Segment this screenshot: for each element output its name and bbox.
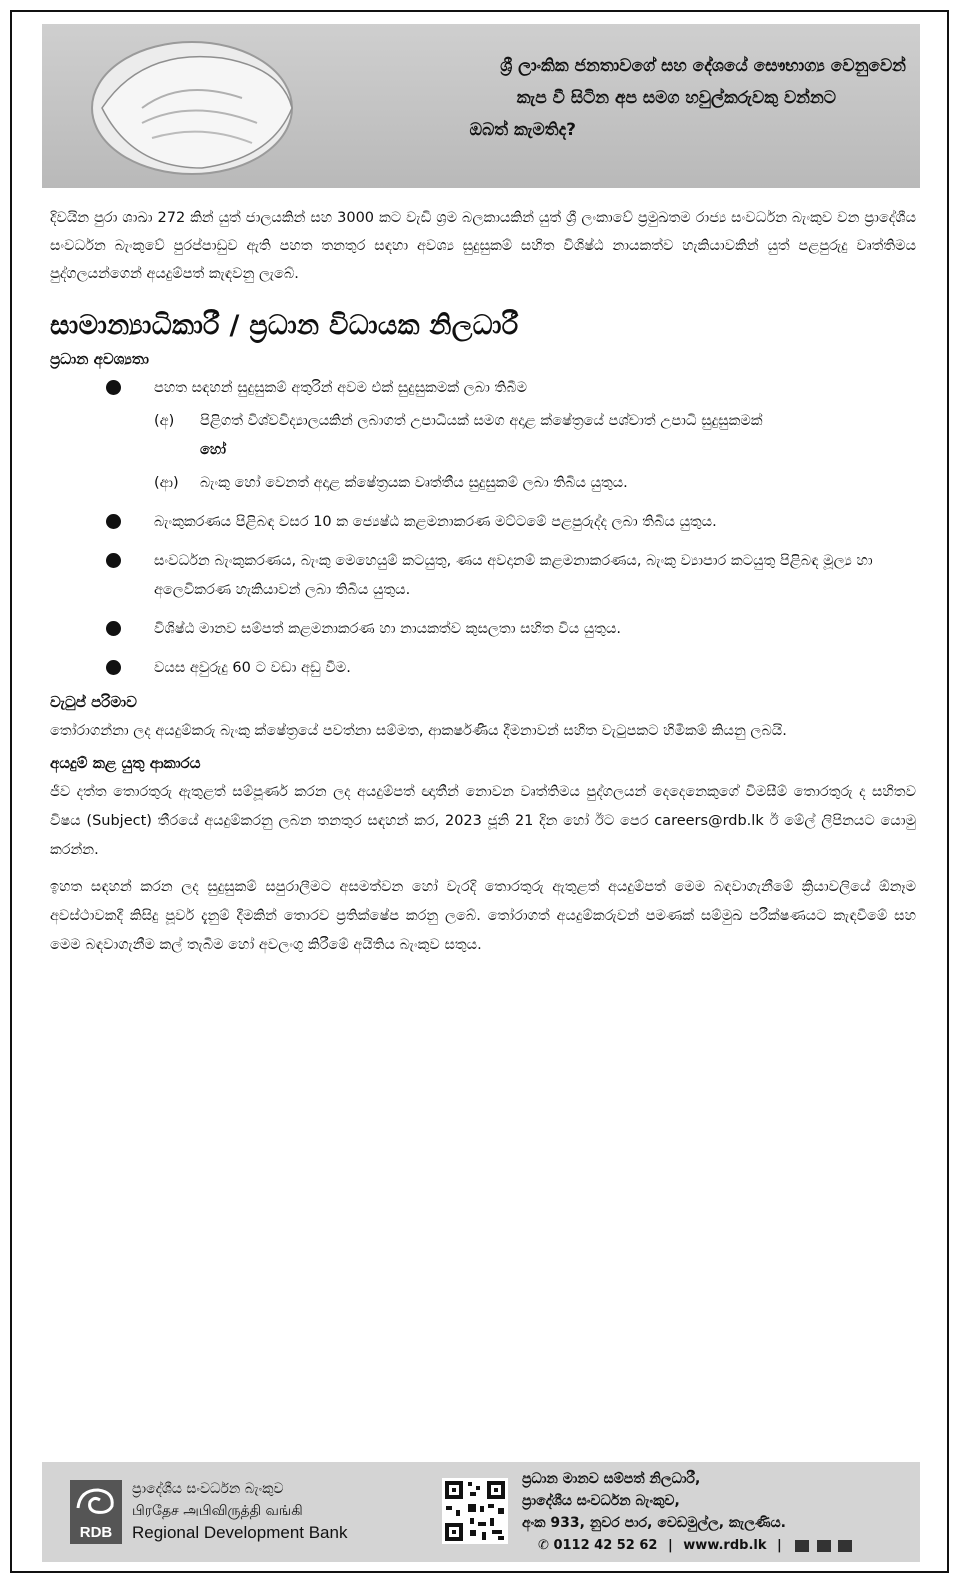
bullet-icon bbox=[106, 514, 121, 529]
bank-name-tamil: பிரதேச அபிவிருத்தி வங்கி bbox=[132, 1503, 303, 1519]
sub-item-b bbox=[154, 469, 916, 498]
phone-icon: ✆ bbox=[538, 1538, 549, 1553]
list-item bbox=[50, 508, 916, 537]
or-label: හෝ bbox=[200, 442, 227, 458]
main-content bbox=[50, 204, 916, 968]
website-link[interactable]: www.rdb.lk bbox=[683, 1538, 767, 1553]
address-line-1: ප්‍රධාන මානව සම්පත් නිලධාරී, bbox=[522, 1471, 701, 1487]
requirement-text: බැංකුකරණය පිළිබඳ වසර 10 ක ජ්‍යෙෂ්ඨ කළමනාකරණ මට්ටමේ පළපුරුද්ද ලබා තිබිය යුතුය. bbox=[154, 514, 717, 530]
address-line-2: ප්‍රාදේශීය සංවර්ධන බැංකුව, bbox=[522, 1493, 680, 1509]
bullet-icon bbox=[106, 621, 121, 636]
phone-number: 0112 42 52 62 bbox=[553, 1538, 658, 1553]
address-line-3: අංක 933, නුවර පාර, වෙඩමුල්ල, කැලණිය. bbox=[522, 1515, 786, 1531]
facebook-icon[interactable] bbox=[795, 1540, 809, 1552]
bullet-icon bbox=[106, 660, 121, 675]
bank-names bbox=[132, 1478, 347, 1544]
list-item bbox=[50, 374, 916, 498]
sub-item-mark: (ආ) bbox=[154, 475, 179, 491]
requirement-text: විශිෂ්ඨ මානව සම්පත් කළමනාකරණ හා නායකත්ව කුසලතා සහිත විය යුතුය. bbox=[154, 621, 621, 637]
advertisement-page bbox=[10, 10, 949, 1573]
requirements-list bbox=[50, 374, 916, 683]
bullet-icon bbox=[106, 380, 121, 395]
shell-logo-icon bbox=[70, 1480, 122, 1522]
bank-name-sinhala: ප්‍රාදේශීය සංවර්ධන බැංකුව bbox=[132, 1481, 284, 1497]
header-banner bbox=[42, 24, 920, 188]
hr-address bbox=[522, 1468, 786, 1534]
list-item bbox=[50, 654, 916, 683]
sub-item-mark: (අ) bbox=[154, 413, 175, 429]
contact-row bbox=[538, 1538, 852, 1553]
footer-bar bbox=[42, 1462, 920, 1562]
list-item bbox=[50, 547, 916, 605]
divider: | bbox=[668, 1538, 673, 1553]
banner-line-1: ශ්‍රී ලාංකික ජනතාවගේ සහ දේශයේ සෞභාග්‍ය වෙනුවෙන් bbox=[500, 56, 906, 76]
requirement-text: වයස අවුරුදු 60 ට වඩා අඩු වීම. bbox=[154, 660, 351, 676]
bank-name-english: Regional Development Bank bbox=[132, 1523, 348, 1542]
salary-heading: වැටුප් පරිමාව bbox=[50, 693, 137, 711]
banner-slogan bbox=[470, 50, 906, 146]
sub-item-text: බැංකු හෝ වෙනත් අදාළ ක්ෂේත්‍රයක වෘත්තීය සුදුසුකම් ලබා තිබිය යුතුය. bbox=[200, 475, 628, 491]
conch-shell-icon bbox=[82, 28, 312, 188]
sub-item-text: පිළිගත් විශ්වවිද්‍යාලයකින් ලබාගත් උපාධියක් සමග අදාළ ක්ෂේත්‍රයේ පශ්චාත් උපාධි සුදුසුකමක් bbox=[200, 413, 763, 429]
requirement-text: පහත සඳහන් සුදුසුකම් අතුරින් අවම එක් සුදුසුකමක් ලබා තිබීම bbox=[154, 380, 528, 396]
disclaimer-text: ඉහත සඳහන් කරන ලද සුදුසුකම් සපුරාලීමට අසමත්වන හෝ වැරදි තොරතුරු ඇතුළත් අයදුම්පත් මෙම බඳවාගැනීමේ ක්‍රියාවලියේ ඕනෑම අවස්ථාවකදී කිසිදු පූර්ව දැනුම් දීමකින් තොරව ප්‍රතික්ෂේප කරනු ලබේ. තෝරාගත් අයදුම්කරුවන් පමණක් සම්මුඛ පරීක්ෂණයට කැඳවීමේ සහ මෙම බඳවාගැනීම කල් තැබීම හෝ අවලංගු කිරීමේ අයිතිය බැංකුව සතුය. bbox=[50, 879, 916, 953]
apply-text: ජීව දත්ත තොරතුරු ඇතුළත් සම්පූර්ණ කරන ලද අයදුම්පත් ඥාතීන් නොවන වෘත්තිමය පුද්ගලයන් දෙදෙනෙකුගේ විමසීම් තොරතුරු ද සහිතව විෂය (Subject) තීරයේ අයදුම්කරනු ලබන තනතුර සඳහන් කර, 2023 ජූනි 21 දින හෝ ඊට පෙර careers@rdb.lk ඊ මේල් ලිපිනයට යොමු කරන්න. bbox=[50, 784, 916, 858]
bullet-icon bbox=[106, 553, 121, 568]
sub-item-a bbox=[154, 407, 916, 436]
banner-line-2: කැප වී සිටින අප සමග හවුල්කරුවකු වන්නට bbox=[516, 88, 836, 108]
post-title: සාමාන්‍යාධිකාරී / ප්‍රධාන විධායක නිලධාරී bbox=[50, 310, 519, 341]
qr-code-icon bbox=[442, 1478, 508, 1544]
divider: | bbox=[777, 1538, 782, 1553]
logo-abbreviation: RDB bbox=[79, 1524, 113, 1541]
requirements-heading: ප්‍රධාන අවශ්‍යතා bbox=[50, 350, 149, 368]
apply-heading: අයදුම් කළ යුතු ආකාරය bbox=[50, 754, 201, 772]
intro-paragraph: දිවයින පුරා ශාඛා 272 කින් යුත් ජාලයකින් සහ 3000 කට වැඩි ශ්‍රම බලකායකින් යුත් ශ්‍රී ලංකාවේ ප්‍රමුඛතම රාජ්‍ය සංවර්ධන බැංකුව වන ප්‍රාදේශීය සංවර්ධන බැංකුවේ පුරප්පාඩුව ඇති පහත තනතුර සඳහා අවශ්‍ය සුදුසුකම් සහිත විශිෂ්ඨ නායකත්ව හැකියාවකින් යුත් පළපුරුදු වෘත්තිමය පුද්ගලයන්ගෙන් අයදුම්පත් කැඳවනු ලැබේ. bbox=[50, 210, 916, 282]
salary-text: තෝරාගන්නා ලද අයදුම්කරු බැංකු ක්ෂේත්‍රයේ පවත්නා සම්මත, ආකර්ෂණීය දීමනාවන් සහිත වැටුපකට හිමිකම් කියනු ලබයි. bbox=[50, 723, 787, 739]
banner-line-3: ඔබත් කැමතිද? bbox=[469, 120, 576, 140]
list-item bbox=[50, 615, 916, 644]
requirement-text: සංවර්ධන බැංකුකරණය, බැංකු මෙහෙයුම් කටයුතු, ණය අවදානම් කළමනාකරණය, බැංකු ව්‍යාපාර කටයුතු පිළිබඳ මූල්‍ය හා අලෙවිකරණ හැකියාවන් ලබා තිබිය යුතුය. bbox=[154, 553, 873, 598]
rdb-logo bbox=[70, 1480, 122, 1544]
youtube-icon[interactable] bbox=[838, 1540, 852, 1552]
twitter-icon[interactable] bbox=[817, 1540, 831, 1552]
